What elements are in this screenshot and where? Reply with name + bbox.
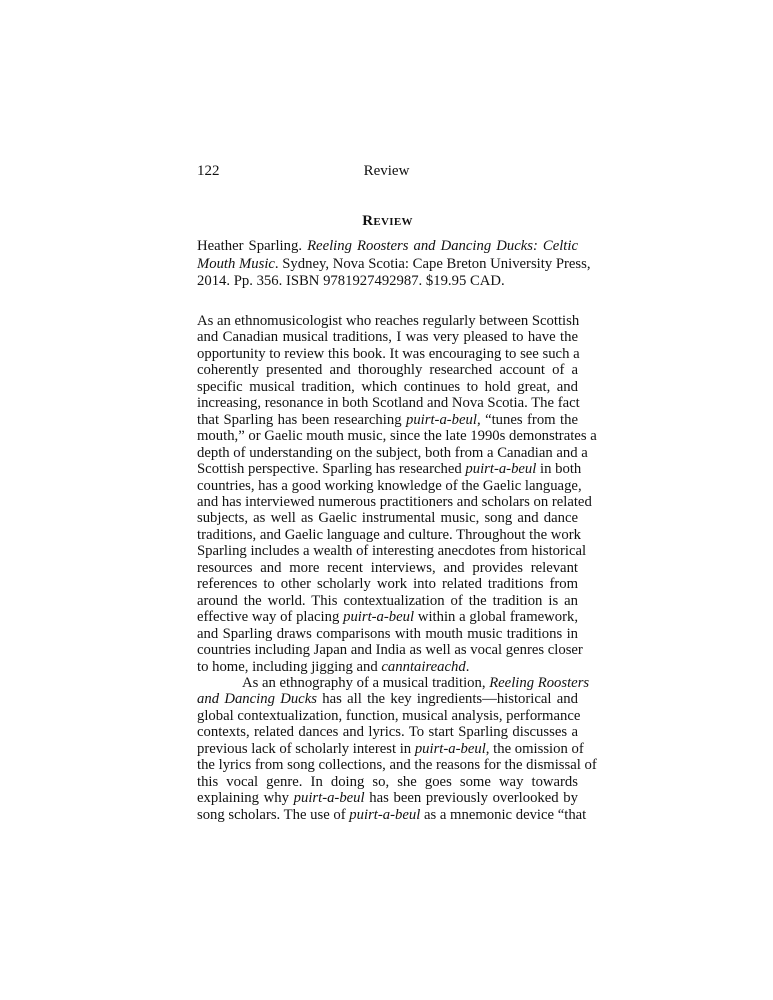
text-segment: depth of understanding on the subject, both from a Canadian and a — [197, 444, 588, 461]
text-segment: this vocal genre. In doing so, she goes some way towards — [197, 773, 578, 790]
text-segment: Sparling includes a wealth of interesting anecdotes from historical — [197, 543, 587, 560]
text-segment: around the world. This contextualization of the tradition is an — [197, 592, 578, 609]
text-line — [197, 543, 587, 560]
text-segment: As an ethnography of a musical tradition, — [242, 674, 490, 691]
text-segment: global contextualization, function, musical analysis, performance — [197, 707, 581, 724]
text-line — [197, 593, 578, 609]
text-line — [197, 790, 578, 806]
text-line — [197, 576, 578, 592]
text-segment: mouth,” or Gaelic mouth music, since the late 1990s demonstrates a — [197, 428, 597, 445]
italic-text: Reeling Roosters — [489, 674, 590, 691]
text-line — [197, 477, 582, 494]
text-line — [197, 510, 578, 526]
text-line — [197, 626, 578, 642]
text-line — [197, 724, 578, 740]
text-segment: and has interviewed numerous practitioners and scholars on related — [197, 493, 592, 510]
text-segment: opportunity to review this book. It was encouraging to see such a — [197, 345, 580, 362]
italic-text: puirt-a-beul — [405, 411, 477, 428]
text-line — [197, 255, 591, 274]
text-line — [197, 642, 583, 659]
text-segment: effective way of placing — [197, 609, 344, 626]
text-line — [197, 461, 582, 478]
text-line — [197, 560, 578, 576]
text-segment: in both — [536, 461, 582, 478]
text-line — [197, 395, 578, 411]
text-line — [197, 774, 578, 790]
text-segment: subjects, as well as Gaelic instrumental music, song and dance — [197, 510, 578, 527]
text-line — [197, 609, 578, 625]
text-segment: countries, has a good working knowledge of the Gaelic language, — [197, 477, 582, 494]
text-line — [197, 329, 578, 345]
text-line — [197, 273, 578, 291]
text-line — [197, 659, 578, 675]
text-segment: specific musical tradition, which continues to hold great, and — [197, 378, 578, 395]
text-segment: previous lack of scholarly interest in — [197, 740, 415, 757]
text-segment: contexts, related dances and lyrics. To start Sparling discusses a — [197, 724, 578, 741]
text-segment: as a mnemonic device “that — [420, 806, 587, 823]
text-line — [197, 346, 578, 362]
text-segment: resources and more recent interviews, and provides relevant — [197, 559, 578, 576]
text-line — [197, 757, 597, 774]
italic-text: puirt-a-beul — [349, 806, 421, 823]
italic-text: canntaireachd — [381, 658, 466, 675]
text-segment: increasing, resonance in both Scotland and Nova Scotia. The fact — [197, 395, 580, 412]
text-segment: Scottish perspective. Sparling has researched — [197, 461, 466, 478]
text-segment: . Sydney, Nova Scotia: Cape Breton University Press, — [274, 255, 591, 272]
text-segment: to home, including jigging and — [197, 658, 382, 675]
text-line — [197, 806, 587, 823]
text-line — [197, 362, 578, 378]
text-segment: Heather Sparling. — [197, 238, 308, 254]
text-line — [197, 691, 578, 707]
text-line — [197, 379, 578, 395]
page-number: 122 — [197, 163, 220, 179]
text-line — [197, 412, 578, 428]
text-segment: 2014. Pp. 356. ISBN 9781927492987. $19.95 CAD. — [197, 273, 505, 290]
text-segment: traditions, and Gaelic language and culture. Throughout the work — [197, 526, 581, 543]
text-segment: , “tunes from the — [476, 411, 578, 428]
italic-text: Mouth Music — [197, 255, 275, 272]
text-line — [197, 493, 592, 510]
text-segment: song scholars. The use of — [197, 806, 350, 823]
text-segment: the lyrics from song collections, and the reasons for the dismissal of — [197, 757, 597, 774]
text-segment: references to other scholarly work into related traditions from — [197, 576, 578, 593]
text-segment: and Sparling draws comparisons with mouth music traditions in — [197, 625, 578, 642]
italic-text: puirt-a-beul — [293, 790, 365, 807]
text-segment: As an ethnomusicologist who reaches regularly between Scottish — [197, 313, 580, 329]
text-line — [197, 526, 581, 543]
text-segment: . — [465, 658, 470, 675]
italic-text: puirt-a-beul — [465, 461, 537, 478]
text-segment: coherently presented and thoroughly researched account of a — [197, 362, 578, 379]
text-line — [197, 238, 578, 256]
text-segment: countries including Japan and India as well as vocal genres closer — [197, 642, 583, 659]
italic-text: Reeling Roosters and Dancing Ducks: Celtic — [307, 238, 578, 254]
text-line — [197, 707, 581, 724]
book-citation — [197, 238, 591, 291]
text-segment: within a global framework, — [414, 609, 578, 626]
text-segment: and Canadian musical traditions, I was very pleased to have the — [197, 329, 578, 346]
text-line — [197, 740, 584, 757]
italic-text: puirt-a-beul — [414, 740, 486, 757]
text-line — [197, 674, 590, 691]
review-title: Review — [362, 213, 413, 229]
running-head: Review — [363, 163, 410, 179]
italic-text: and Dancing Ducks — [197, 691, 317, 708]
text-segment: has been previously overlooked by — [364, 790, 578, 807]
italic-text: puirt-a-beul — [343, 609, 415, 626]
text-segment: that Sparling has been researching — [197, 411, 406, 428]
text-line — [197, 428, 597, 445]
review-body — [197, 313, 597, 823]
text-segment: has all the key ingredients—historical and — [316, 691, 578, 708]
text-segment: explaining why — [197, 790, 294, 807]
text-segment: , the omission of — [485, 740, 584, 757]
text-line — [197, 313, 578, 329]
text-line — [197, 444, 588, 461]
